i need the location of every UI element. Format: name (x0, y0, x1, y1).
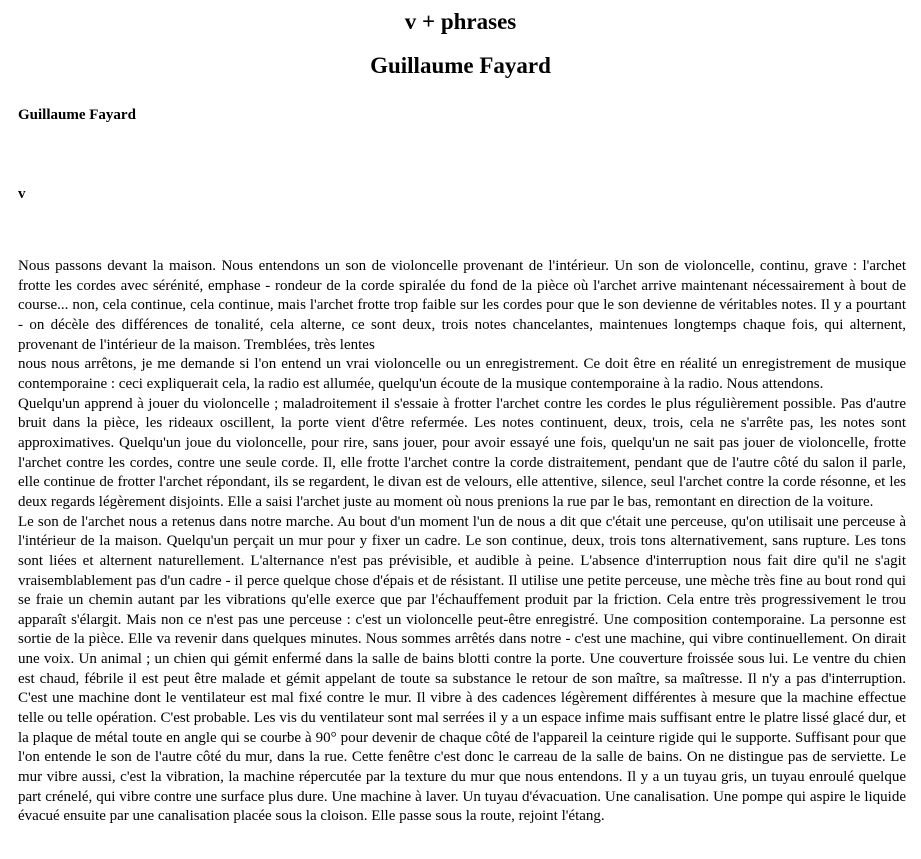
author-heading: Guillaume Fayard (370, 53, 551, 78)
author-byline: Guillaume Fayard (18, 107, 136, 123)
page-title: v + phrases (404, 9, 517, 34)
paragraph: Quelqu'un apprend à jouer du violoncelle ; maladroitement il s'essaie à frotter l'archet contre les cordes le plus régulièrement possible. Pas d'autre bruit dans la pièce, les rideaux oscillent, la porte vient d'être refermée. Les notes continuent, deux, trois, cela ne s'arrête pas, les notes sont approximatives. Quelqu'un joue du violoncelle, pour rire, sans jouer, pour avoir essayé une fois, quelqu'un ne sait pas jouer de violoncelle, frotte l'archet contre les cordes, contre une seule corde. Il, elle frotte l'archet contre la corde distraitement, pendant que de l'autre côté du salon il parle, elle continue de frotter l'archet répondant, ils se regardent, le divan est de velours, elle attentive, silence, seul l'archet contre la corde résonne, et les deux regards légèrement disjoints. Elle a saisi l'archet juste au moment où nous prenions la rue par le bas, remontant en direction de la voiture. (18, 395, 906, 510)
paragraph: nous nous arrêtons, je me demande si l'on entend un vrai violoncelle ou un enregistrement. Ce doit être en réalité un enregistrement de musique contemporaine : ceci expliquerait cela, la radio est allumée, quelqu'un écoute de la musique contemporaine à la radio. Nous attendons. (18, 356, 906, 392)
body-text (18, 257, 906, 827)
paragraph: Le son de l'archet nous a retenus dans notre marche. Au bout d'un moment l'un de nous a dit que c'était une perceuse, qu'on utilisait une perceuse à l'intérieur de la maison. Quelqu'un perçait un mur pour y fixer un cadre. Le son continue, deux, trois tons alternativement, sans rupture. Les tons sont liées et alternent naturellement. L'alternance n'est pas prévisible, et audible à peine. L'absence d'interruption nous fait dire qu'il ne s'agit vraisemblablement pas d'un cadre - il perce quelque chose d'épais et de résistant. Il utilise une petite perceuse, une mèche très fine au bout rond qui se fraie un chemin autant par les vibrations qu'elle exerce que par l'échauffement produit par la friction. Cela entre très progressivement le trou apparaît s'élargit. Mais non ce n'est pas une perceuse : c'est un violoncelle peut-être enregistré. Une composition contemporaine. La personne est sortie de la pièce. Elle va revenir dans quelques minutes. Nous sommes arrêtés dans notre - c'est une machine, qui vibre continuellement. On dirait une voix. Un animal ; un chien qui gémit enfermé dans la salle de bains blotti contre la porte. Une couverture froissée sous lui. Le ventre du chien est chaud, fébrile il est peut être malade et gémit appelant de toute sa substance le retour de son maître, sa maîtresse. Il n'y a pas d'interruption. C'est une machine dont le ventilateur est mal fixé contre le mur. Il vibre à des cadences légèrement différentes à mesure que la machine effectue telle ou telle opération. C'est probable. Les vis du ventilateur sont mal serrées il y a un espace infime mais suffisant entre le platre lissé glacé dur, et la plaque de métal toute en angle qui se courbe à 90° pour devenir de chaque côté de l'appareil la ceinture rigide qui le supporte. Suffisant pour que l'on entende le son de l'autre côté du mur, dans la rue. Cette fenêtre c'est donc le carreau de la salle de bains. On ne distingue pas de serviette. Le mur vibre aussi, c'est la vibration, la machine répercutée par la texture du mur que nous entendons. Il y a un tuyau gris, un tuyau enroulé quelque part crénelé, qui vibre contre une surface plus dure. Une machine à laver. Un tuyau d'évacuation. Une canalisation. Une pompe qui aspire le liquide évacué ensuite par une canalisation placée sous la cloison. Elle passe sous la route, rejoint l'étang. (18, 513, 906, 825)
section-heading: v (18, 186, 26, 202)
paragraph: Nous passons devant la maison. Nous entendons un son de violoncelle provenant de l'intérieur. Un son de violoncelle, continu, grave : l'archet frotte les cordes avec sérénité, emphase - rondeur de la corde spiralée du fond de la pièce où l'archet arrive maintenant nécessairement à bout de course... non, cela continue, cela continue, mais l'archet frotte trop faible sur les cordes pour que le son devienne de véritables notes. Il y a pourtant - on décèle des différences de tonalité, cela alterne, ce sont deux, trois notes chancelantes, maintenues longtemps chaque fois, qui alternent, provenant de l'intérieur de la maison. Tremblées, très lentes (18, 258, 906, 353)
